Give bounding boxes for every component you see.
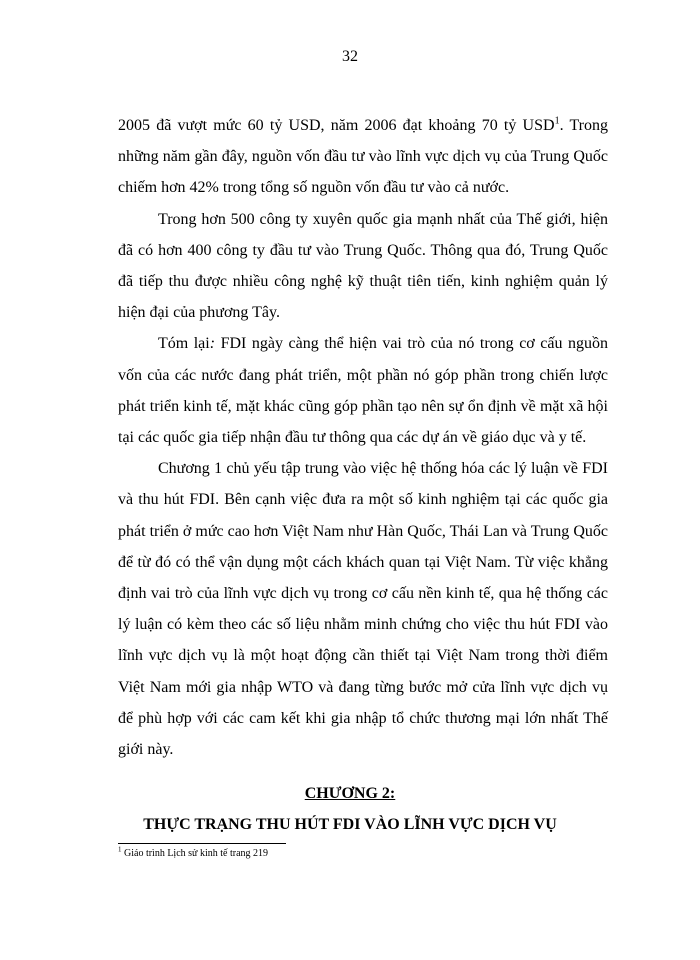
paragraph-3 <box>118 328 608 453</box>
paragraph-1-text: 2005 đã vượt mức 60 tỷ USD, năm 2006 đạt khoảng 70 tỷ USD <box>118 117 555 134</box>
summary-lead: Tóm lại <box>158 335 210 353</box>
chapter-subtitle: THỰC TRẠNG THU HÚT FDI VÀO LĨNH VỰC DỊCH VỤ <box>143 816 557 833</box>
footnote-number: 1 <box>118 845 122 854</box>
paragraph-3-text: FDI ngày càng thể hiện vai trò của nó trong cơ cấu nguồn vốn của các nước đang phát triển, một phần nó góp phần trong chiến lược phát triển kinh tế, mặt khác cũng góp phần tạo nên sự ổn định về mặt xã hội tại các quốc gia tiếp nhận đầu tư thông qua các dự án về giáo dục và y tế. <box>118 335 608 447</box>
page-number: 32 <box>342 48 358 65</box>
footnote-reference[interactable]: 1 <box>554 115 560 127</box>
body-text <box>118 110 608 765</box>
paragraph-1 <box>118 110 608 204</box>
footnote-text: Giáo trình Lịch sử kinh tế trang 219 <box>121 848 269 859</box>
paragraph-4: Chương 1 chủ yếu tập trung vào việc hệ thống hóa các lý luận về FDI và thu hút FDI. Bên cạnh việc đưa ra một số kinh nghiệm tại các quốc gia phát triển ở mức cao hơn Việt Nam như Hàn Quốc, Thái Lan và Trung Quốc để từ đó có thể vận dụng một cách khách quan tại Việt Nam. Từ việc khẳng định vai trò của lĩnh vực dịch vụ trong cơ cấu nền kinh tế, qua hệ thống các lý luận có kèm theo các số liệu nhằm minh chứng cho việc thu hút FDI vào lĩnh vực dịch vụ là một hoạt động cần thiết tại Việt Nam trong thời điểm Việt Nam mới gia nhập WTO và đang từng bước mở cửa lĩnh vực dịch vụ để phù hợp với các cam kết khi gia nhập tổ chức thương mại lớn nhất Thế giới này. <box>118 460 608 759</box>
footnote <box>118 845 269 859</box>
chapter-title: CHƯƠNG 2: <box>304 785 396 802</box>
paragraph-1-text-continued: . Trong những năm gần đây, nguồn vốn đầu tư vào lĩnh vực dịch vụ của Trung Quốc chiếm hơn 42% trong tổng số nguồn vốn đầu tư vào cả nước. <box>118 117 609 197</box>
footnote-divider <box>118 843 286 844</box>
paragraph-2: Trong hơn 500 công ty xuyên quốc gia mạnh nhất của Thế giới, hiện đã có hơn 400 công ty đầu tư vào Trung Quốc. Thông qua đó, Trung Quốc đã tiếp thu được nhiều công nghệ kỹ thuật tiên tiến, kinh nghiệm quản lý hiện đại của phương Tây. <box>118 210 608 322</box>
summary-lead-colon: : <box>209 335 216 353</box>
